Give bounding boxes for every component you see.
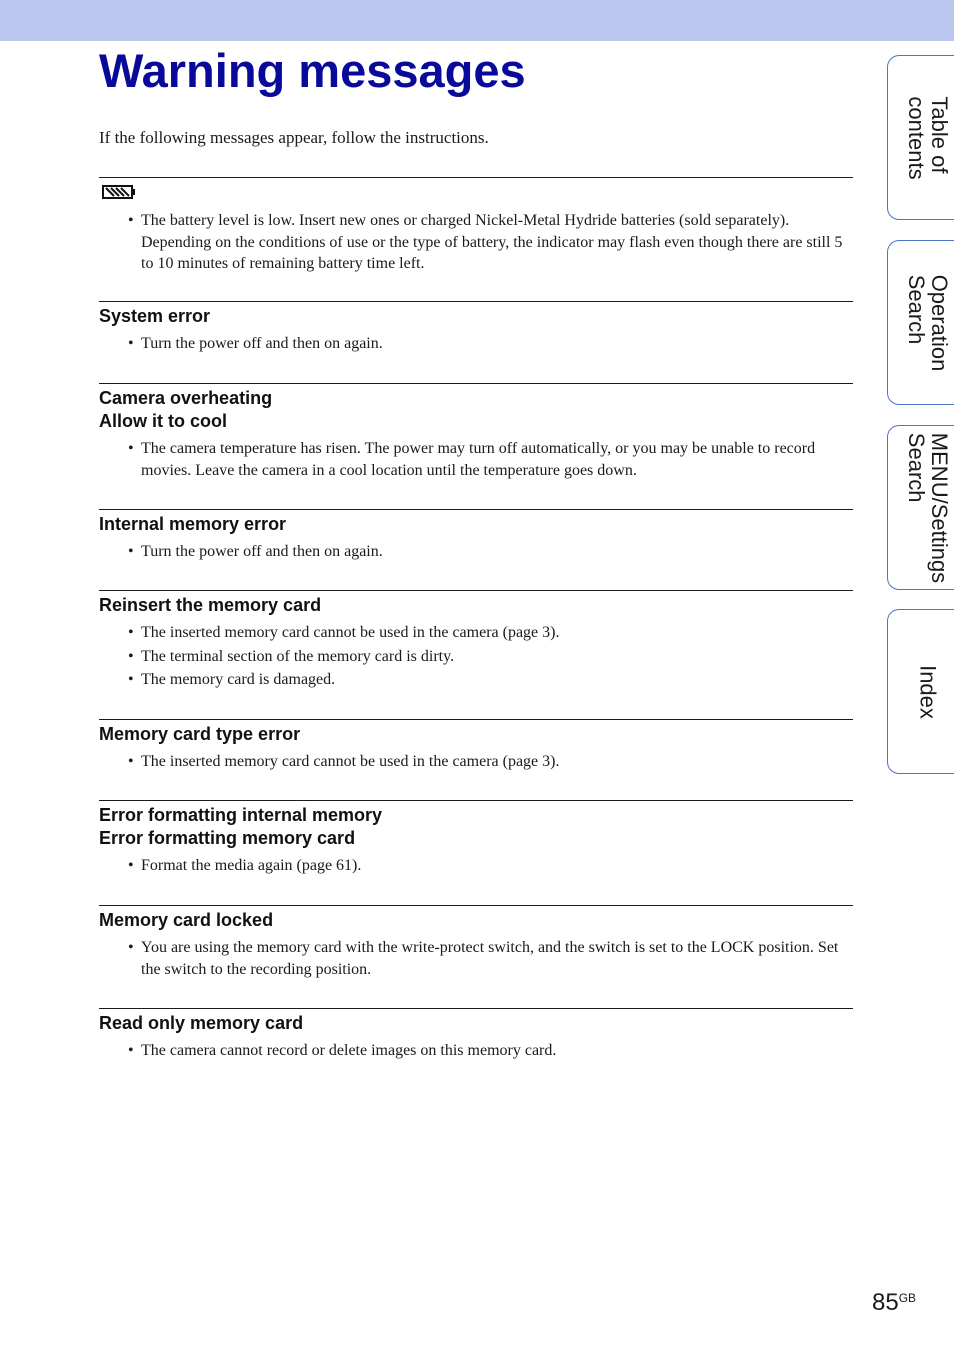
instruction-item: • The camera cannot record or delete images on this memory card. xyxy=(99,1040,853,1062)
tab-label xyxy=(905,432,951,582)
page-number xyxy=(872,1289,916,1317)
warning-section-internal-memory-error xyxy=(99,509,853,565)
tab-label-line: Index xyxy=(915,664,940,719)
section-heading xyxy=(99,302,853,328)
tab-index[interactable] xyxy=(887,609,954,774)
instruction-item: • The inserted memory card cannot be used in the camera (page 3). xyxy=(99,622,853,644)
page-number-value: 85 xyxy=(872,1289,899,1316)
instruction-list xyxy=(99,622,853,691)
warning-section-card-locked xyxy=(99,905,853,982)
page-title: Warning messages xyxy=(99,44,526,97)
warning-section-system-error xyxy=(99,301,853,357)
heading-line: Error formatting memory card xyxy=(99,828,356,848)
instruction-list xyxy=(99,855,853,877)
section-heading xyxy=(99,591,853,617)
heading-line: Internal memory error xyxy=(99,514,287,534)
instruction-item: • Format the media again (page 61). xyxy=(99,855,853,877)
tab-label xyxy=(905,274,951,371)
instruction-list xyxy=(99,333,853,355)
instruction-item: • The camera temperature has risen. The power may turn off automatically, or you may be unable to record movies. Leave the camera in a cool location until the temperature goes down. xyxy=(99,438,853,481)
tab-label-line: Search xyxy=(903,274,929,344)
header-band xyxy=(0,0,954,41)
instruction-list xyxy=(99,751,853,773)
battery-low-icon xyxy=(102,184,136,200)
tab-operation-search[interactable] xyxy=(887,240,954,405)
warning-section-battery xyxy=(99,177,853,277)
instruction-item: • Turn the power off and then on again. xyxy=(99,541,853,563)
warning-section-reinsert-card xyxy=(99,590,853,693)
tab-menu-settings-search[interactable] xyxy=(887,425,954,590)
instruction-list xyxy=(99,937,853,980)
instruction-item: • The battery level is low. Insert new ones or charged Nickel-Metal Hydride batteries (sold separately). Depending on the conditions of use or the type of battery, the indicator may flash even though there are still 5 to 10 minutes of remaining battery time left. xyxy=(99,210,853,275)
section-heading xyxy=(99,720,853,746)
instruction-item: • The inserted memory card cannot be used in the camera (page 3). xyxy=(99,751,853,773)
instruction-list xyxy=(99,438,853,481)
tab-label xyxy=(916,665,939,719)
heading-line: Reinsert the memory card xyxy=(99,595,322,615)
tab-label-line: contents xyxy=(903,95,929,180)
instruction-item: • The memory card is damaged. xyxy=(99,669,853,691)
tab-label xyxy=(905,96,951,179)
warning-section-card-type-error xyxy=(99,719,853,775)
page-number-suffix: GB xyxy=(898,1291,917,1305)
instruction-list xyxy=(99,210,853,275)
tab-label-line: MENU/Settings xyxy=(926,432,952,583)
warning-section-formatting-error xyxy=(99,800,853,879)
instruction-item: • The terminal section of the memory card is dirty. xyxy=(99,646,853,668)
section-heading xyxy=(99,510,853,536)
warning-section-overheating xyxy=(99,383,853,483)
tab-label-line: Operation xyxy=(926,274,952,371)
tab-label-line: Table of xyxy=(926,95,952,173)
heading-line: Camera overheating xyxy=(99,388,273,408)
intro-text: If the following messages appear, follow the instructions. xyxy=(99,128,489,147)
section-heading xyxy=(99,1009,853,1035)
heading-line: System error xyxy=(99,306,211,326)
heading-line: Memory card type error xyxy=(99,724,301,744)
tab-label-line: Search xyxy=(903,432,929,503)
heading-line: Allow it to cool xyxy=(99,411,227,431)
instruction-list xyxy=(99,1040,853,1062)
section-heading xyxy=(99,906,853,932)
section-heading xyxy=(99,801,853,850)
instruction-item: • You are using the memory card with the write-protect switch, and the switch is set to the LOCK position. Set the switch to the recording position. xyxy=(99,937,853,980)
heading-line: Error formatting internal memory xyxy=(99,805,383,825)
instruction-item: • Turn the power off and then on again. xyxy=(99,333,853,355)
battery-indicator xyxy=(99,178,853,204)
warning-section-read-only xyxy=(99,1008,853,1064)
heading-line: Memory card locked xyxy=(99,910,274,930)
section-heading xyxy=(99,384,853,433)
instruction-list xyxy=(99,541,853,563)
tab-table-of-contents[interactable] xyxy=(887,55,954,220)
heading-line: Read only memory card xyxy=(99,1013,304,1033)
